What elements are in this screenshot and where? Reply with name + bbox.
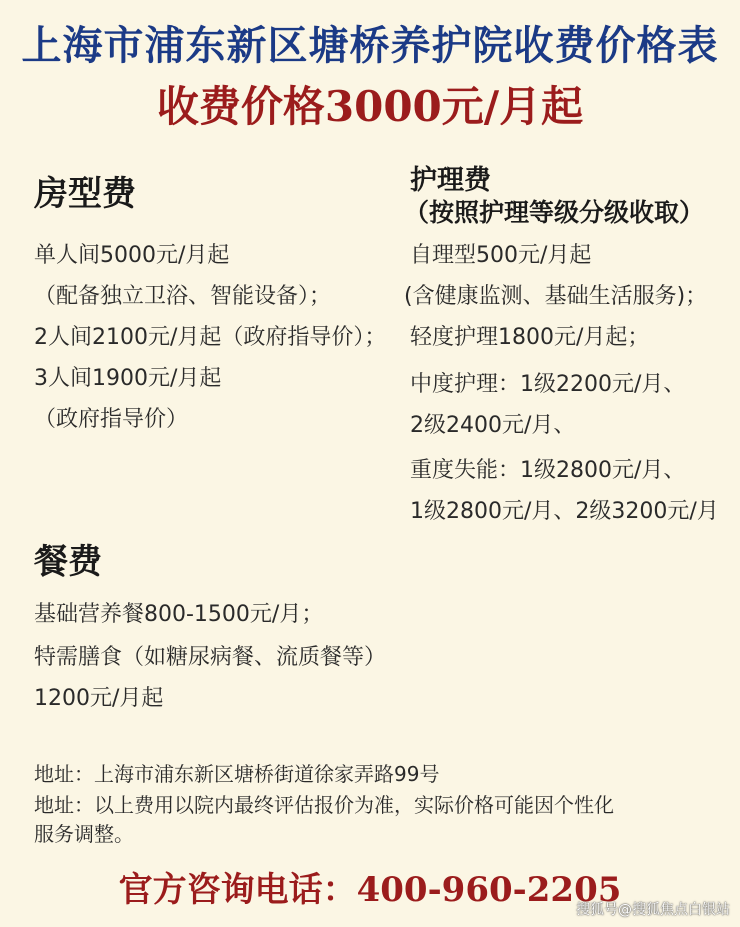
page-title: 上海市浦东新区塘桥养护院收费价格表 xyxy=(21,22,719,69)
care-fee-line: 重度失能：1级2800元/月、 xyxy=(410,458,686,483)
room-fee-heading: 房型费 xyxy=(34,174,136,214)
care-fee-subheading: （按照护理等级分级收取） xyxy=(404,198,705,227)
meal-fee-line: 1200元/月起 xyxy=(34,686,164,711)
room-fee-line: （配备独立卫浴、智能设备）； xyxy=(34,284,332,309)
room-fee-line: 2人间2100元/月起（政府指导价）； xyxy=(34,325,387,350)
care-fee-line: (含健康监测、基础生活服务)； xyxy=(404,284,708,309)
pricing-note-line: 服务调整。 xyxy=(34,822,134,846)
care-fee-line: 2级2400元/月、 xyxy=(410,413,576,438)
address-text: 地址：上海市浦东新区塘桥街道徐家弄路99号 xyxy=(34,762,440,786)
meal-fee-line: 基础营养餐800-1500元/月； xyxy=(34,602,324,627)
hotline-text: 官方咨询电话：400-960-2205 xyxy=(118,870,622,910)
care-fee-line: 轻度护理1800元/月起； xyxy=(410,325,650,350)
meal-fee-heading: 餐费 xyxy=(34,542,102,582)
watermark-text: 搜狐号@搜狐焦点白银站 xyxy=(576,902,730,918)
care-fee-heading: 护理费 xyxy=(410,165,491,196)
pricing-note-line: 地址：以上费用以院内最终评估报价为准，实际价格可能因个性化 xyxy=(34,793,614,817)
room-fee-line: 3人间1900元/月起 xyxy=(34,366,222,391)
room-fee-line: （政府指导价） xyxy=(34,407,189,432)
meal-fee-line: 特需膳食（如糖尿病餐、流质餐等） xyxy=(34,645,387,670)
price-headline: 收费价格3000元/月起 xyxy=(156,82,584,131)
care-fee-line: 中度护理：1级2200元/月、 xyxy=(410,372,686,397)
care-fee-line: 1级2800元/月、2级3200元/月 xyxy=(410,499,719,524)
care-fee-line: 自理型500元/月起 xyxy=(410,243,592,268)
room-fee-line: 单人间5000元/月起 xyxy=(34,243,230,268)
